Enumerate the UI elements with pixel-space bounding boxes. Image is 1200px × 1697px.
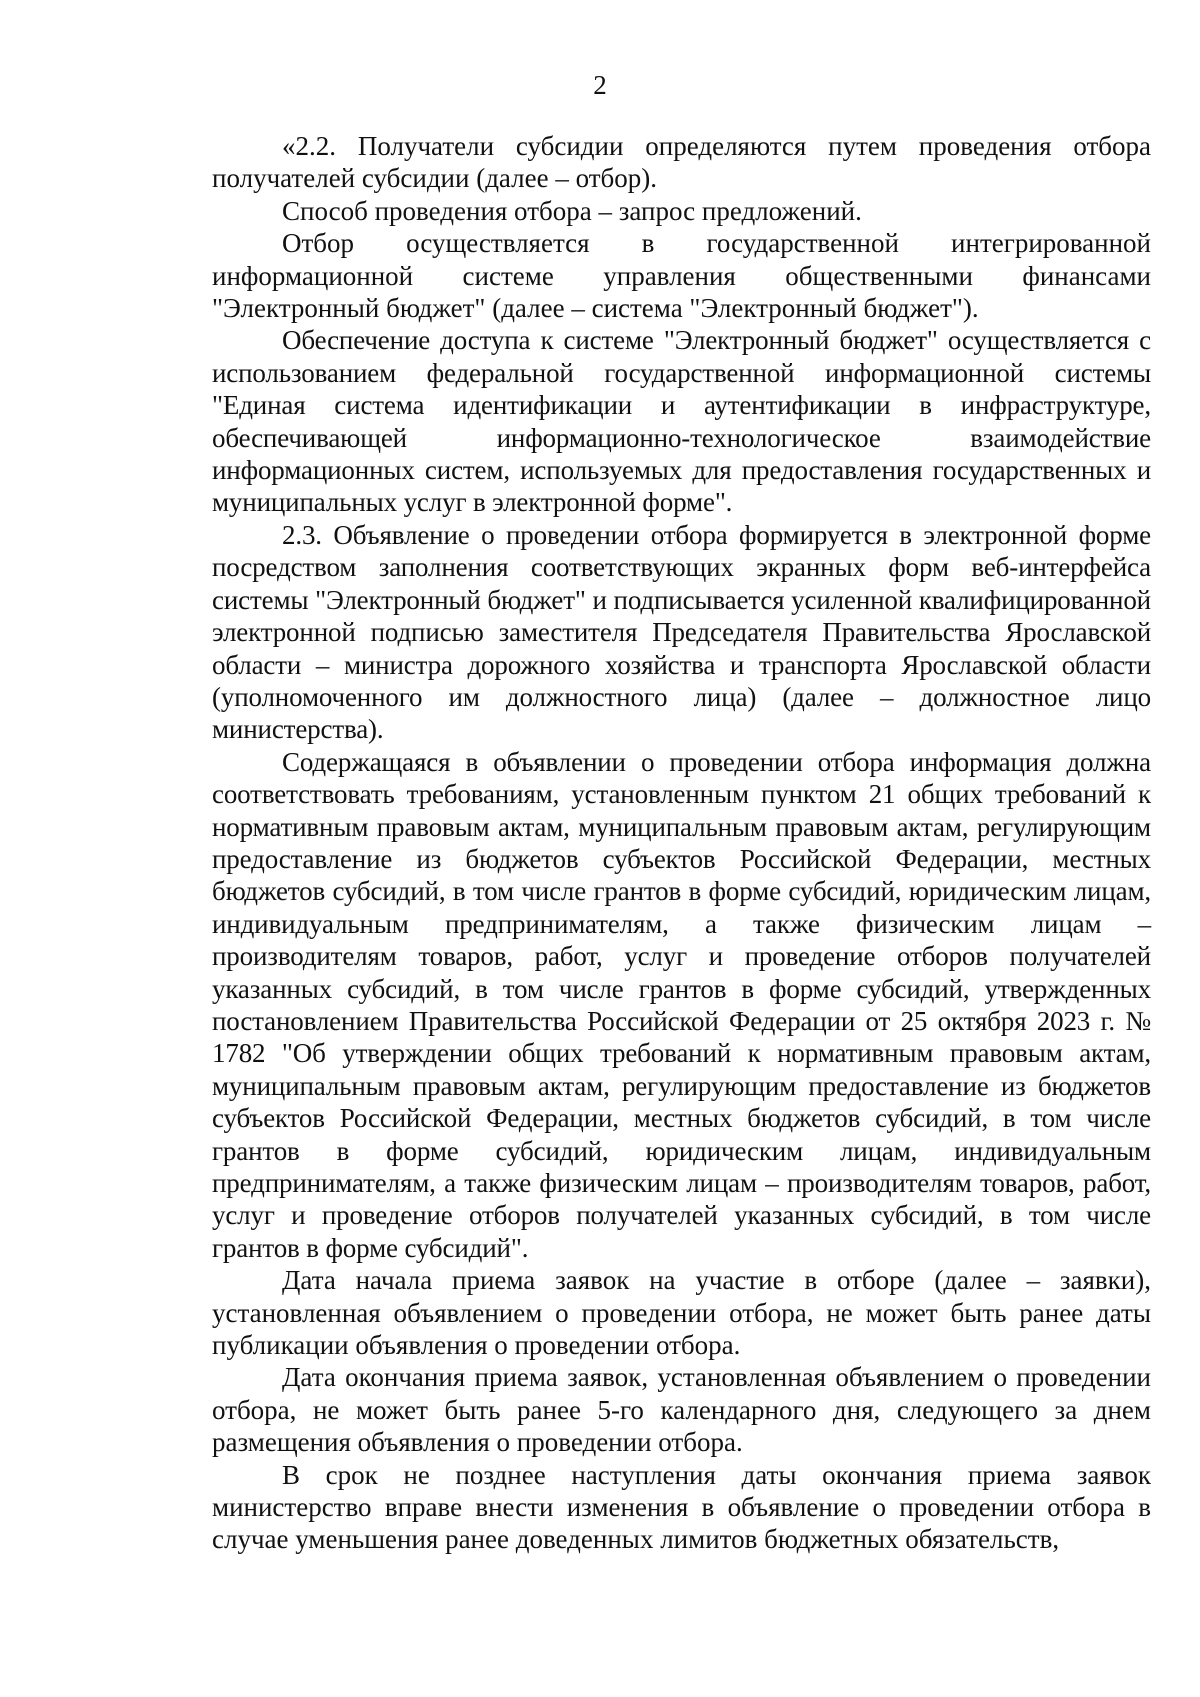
paragraph-application-start-date: Дата начала приема заявок на участие в отборе (далее – заявки), установленная объявлением о проведении отбора, не может быть ранее даты публикации объявления о проведении отбора. [212, 1265, 1151, 1361]
paragraph-announcement-content: Содержащаяся в объявлении о проведении отбора информация должна соответствовать требованиям, установленным пунктом 21 общих требований к нормативным правовым актам, муниципальным правовым актам, регулирующим предоставление из бюджетов субъектов Российской Федерации, местных бюджетов субсидий, в том числе грантов в форме субсидий, юридическим лицам, индивидуальным предпринимателям, а также физическим лицам – производителям товаров, работ, услуг и проведение отборов получателей указанных субсидий, в том числе грантов в форме субсидий, утвержденных постановлением Правительства Российской Федерации от 25 октября 2023 г. № 1782 "Об утверждении общих требований к нормативным правовым актам, муниципальным правовым актам, регулирующим предоставление из бюджетов субъектов Российской Федерации, местных бюджетов субсидий, в том числе грантов в форме субсидий, юридическим лицам, индивидуальным предпринимателям, а также физическим лицам – производителям товаров, работ, услуг и проведение отборов получателей указанных субсидий, в том числе грантов в форме субсидий". [212, 746, 1151, 1263]
paragraph-selection-system: Отбор осуществляется в государственной интегрированной информационной системе управления общественными финансами "Электронный бюджет" (далее – система "Электронный бюджет"). [212, 228, 1151, 324]
document-body [212, 130, 1151, 1556]
paragraph-announcement-changes: В срок не позднее наступления даты окончания приема заявок министерство вправе внести изменения в объявление о проведении отбора в случае уменьшения ранее доведенных лимитов бюджетных обязательств, [212, 1459, 1151, 1555]
paragraph-selection-method: Способ проведения отбора – запрос предложений. [282, 195, 862, 226]
page-number: 2 [593, 70, 607, 100]
paragraph-application-end-date: Дата окончания приема заявок, установленная объявлением о проведении отбора, не может быть ранее 5-го календарного дня, следующего за днем размещения объявления о проведении отбора. [212, 1362, 1151, 1458]
paragraph-2-2: «2.2. Получатели субсидии определяются путем проведения отбора получателей субсидии (далее – отбор). [212, 131, 1151, 194]
paragraph-system-access: Обеспечение доступа к системе "Электронный бюджет" осуществляется с использованием федеральной государственной информационной системы "Единая система идентификации и аутентификации в инфраструктуре, обеспечивающей информационно-технологическое взаимодействие информационных систем, используемых для предоставления государственных и муниципальных услуг в электронной форме". [212, 325, 1151, 518]
paragraph-2-3: 2.3. Объявление о проведении отбора формируется в электронной форме посредством заполнения соответствующих экранных форм веб-интерфейса системы "Электронный бюджет" и подписывается усиленной квалифицированной электронной подписью заместителя Председателя Правительства Ярославской области – министра дорожного хозяйства и транспорта Ярославской области (уполномоченного им должностного лица) (далее – должностное лицо министерства). [212, 519, 1151, 745]
